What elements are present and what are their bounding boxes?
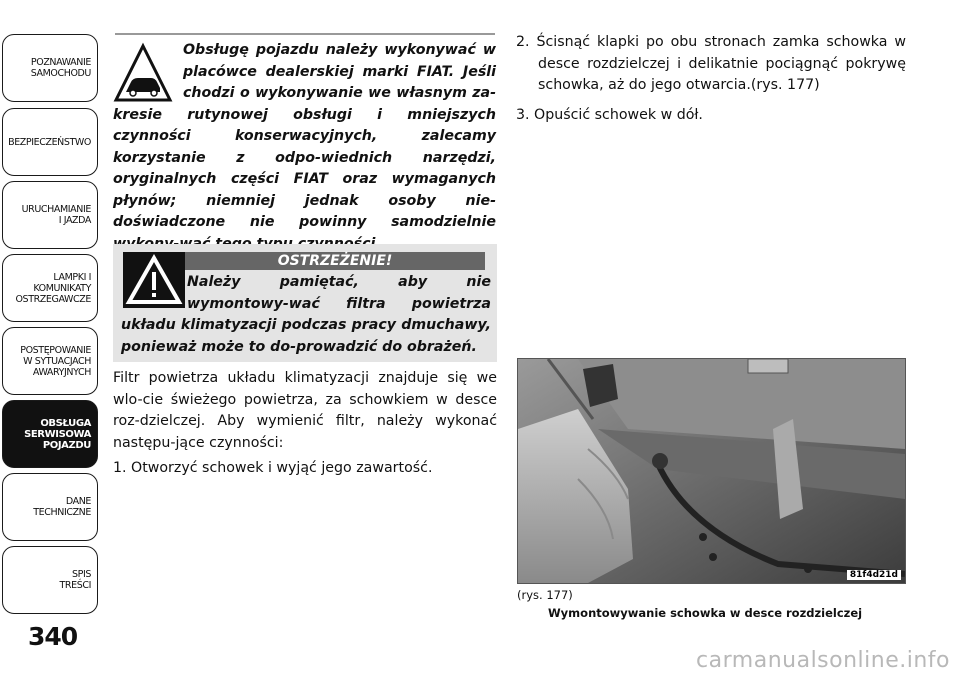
watermark: carmanualsonline.info <box>696 648 950 673</box>
warning-text-wrap <box>121 272 491 358</box>
step-2: 2. Ścisnąć klapki po obu stronach zamka schowka w desce rozdzielczej i delikatnie pociągnąć pokrywę schowka, aż do jego otwarcia.(rys. 177) <box>516 34 906 93</box>
figure-reference: (rys. 177) <box>517 588 573 602</box>
figure-code: 81f4d21d <box>847 570 901 580</box>
warning-text: Należy pamiętać, aby nie wymontowy-wać filtra powietrza układu klimatyzacji podczas pracy dmuchawy, ponieważ może to do-prowadzić do obrażeń. <box>121 274 491 355</box>
intro-paragraph <box>113 368 497 480</box>
tab-obsluga-serwisowa[interactable] <box>2 400 98 468</box>
tab-label: OBSŁUGA SERWISOWA POJAZDU <box>24 417 91 451</box>
tab-uruchamianie-i-jazda[interactable] <box>2 181 98 249</box>
tab-label: SPIS TREŚCI <box>59 569 91 591</box>
car-warning-icon <box>113 42 173 104</box>
warning-title: OSTRZEŻENIE! <box>185 252 485 270</box>
tab-label: POSTĘPOWANIE W SYTUACJACH AWARYJNYCH <box>20 344 91 378</box>
page-number: 340 <box>28 622 78 651</box>
tab-label: POZNAWANIE SAMOCHODU <box>30 57 91 79</box>
note-text: Obsługę pojazdu należy wykonywać w placówce dealerskiej marki FIAT. Jeśli chodzi o wykonywanie we własnym za-kresie rutynowej obsługi i mniejszych czynności konserwacyjnych, zalecamy korzystanie z odpo-wiednich narzędzi, oryginalnych części FIAT oraz wymaganych płynów; niemniej jednak osoby nie-doświadczone nie powinny samodzielnie <box>113 42 496 230</box>
tab-label: URUCHAMIANIE I JAZDA <box>21 204 91 226</box>
note-divider <box>115 33 495 35</box>
tab-spis-tresci[interactable] <box>2 546 98 614</box>
intro-text: Filtr powietrza układu klimatyzacji znajduje się we wlo-cie świeżego powietrza, za schowkiem w desce roz-dzielczej. Aby wymienić filtr, należy wykonać następu-jące czynności: <box>113 370 497 451</box>
glovebox-photo <box>517 358 906 584</box>
figure-caption: Wymontowywanie schowka w desce rozdzielczej <box>548 606 863 620</box>
step-3: 3. Opuścić schowek w dół. <box>516 106 703 123</box>
step-1: 1. Otworzyć schowek i wyjąć jego zawartość. <box>113 460 433 476</box>
tab-bezpieczenstwo[interactable] <box>2 108 98 176</box>
tab-label: BEZPIECZEŃSTWO <box>8 136 91 148</box>
service-note <box>113 40 496 255</box>
tab-label: LAMPKI I KOMUNIKATY OSTRZEGAWCZE <box>15 271 91 305</box>
tab-postepowanie-awaryjne[interactable] <box>2 327 98 395</box>
right-column <box>516 32 906 134</box>
tab-label: DANE TECHNICZNE <box>33 496 91 518</box>
tab-dane-techniczne[interactable] <box>2 473 98 541</box>
warning-box <box>113 244 497 362</box>
tab-lampki-i-komunikaty[interactable] <box>2 254 98 322</box>
tab-poznawanie-samochodu[interactable] <box>2 34 98 102</box>
